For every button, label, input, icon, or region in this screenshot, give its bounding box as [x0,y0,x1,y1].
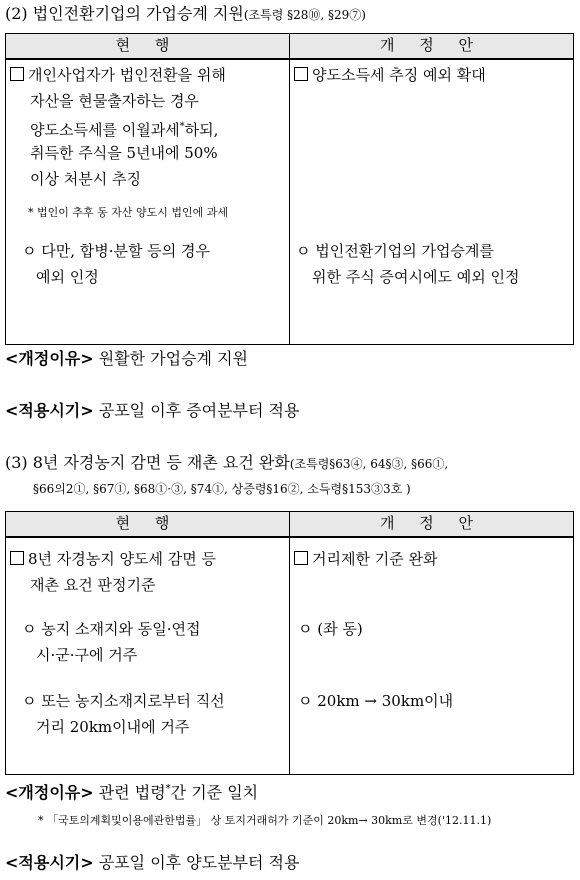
current-cell: 8년 자경농지 양도세 감면 등 재촌 요건 판정기준 ㅇ 농지 소재지와 동일·연접 시·군·구에 거주 ㅇ 또는 농지소재지로부터 직선 거리 20km이내에 거주 [6,538,289,774]
reason-line: <개정이유> 원활한 가업승계 지원 [5,349,249,368]
section2-title: (2) 법인전환기업의 가업승계 지원(조특령 §28⑩, §29⑦) [5,4,366,23]
header-current: 현 행 [6,34,290,60]
section3-title: (3) 8년 자경농지 감면 등 재촌 요건 완화(조특령§63④, 64§③, §66①, [5,453,449,472]
section2-table [5,33,574,345]
footnote: * 「국토의계획및이용에관한법률」 상 토지거래허가 기준이 20km→ 30km로 변경('12.11.1) [38,814,492,827]
checkbox-icon [10,551,24,565]
checkbox-icon [294,67,308,81]
apply-line: <적용시기> 공포일 이후 양도분부터 적용 [5,853,300,872]
checkbox-icon [10,67,24,81]
revised-cell: 거리제한 기준 완화 ㅇ (좌 동) ㅇ 20km → 30km이내 [290,538,573,774]
reason-line: <개정이유> 관련 법령*간 기준 일치 [5,783,259,802]
current-cell: 개인사업자가 법인전환을 위해 자산을 현물출자하는 경우 양도소득세를 이월과세*하되, 취득한 주식을 5년내에 50% 이상 처분시 추징 * 법인이 추후 동 자산 양도시 법인에 과세 ㅇ 다만, 합병·분할 등의 경우 예외 인정 [6,60,289,344]
header-revised: 개 정 안 [290,512,574,538]
apply-line: <적용시기> 공포일 이후 증여분부터 적용 [5,401,300,420]
footnote: * 법인이 추후 동 자산 양도시 법인에 과세 [28,206,228,219]
header-current: 현 행 [6,512,290,538]
header-revised: 개 정 안 [290,34,574,60]
section3-table [5,511,574,775]
revised-cell: 양도소득세 추징 예외 확대 ㅇ 법인전환기업의 가업승계를 위한 주식 증여시에도 예외 인정 [296,66,520,286]
checkbox-icon [294,551,308,565]
section3-ref: §66의2①, §67①, §68①·③, §74①, 상증령§16②, 소득령§153③3호 ) [33,482,411,496]
